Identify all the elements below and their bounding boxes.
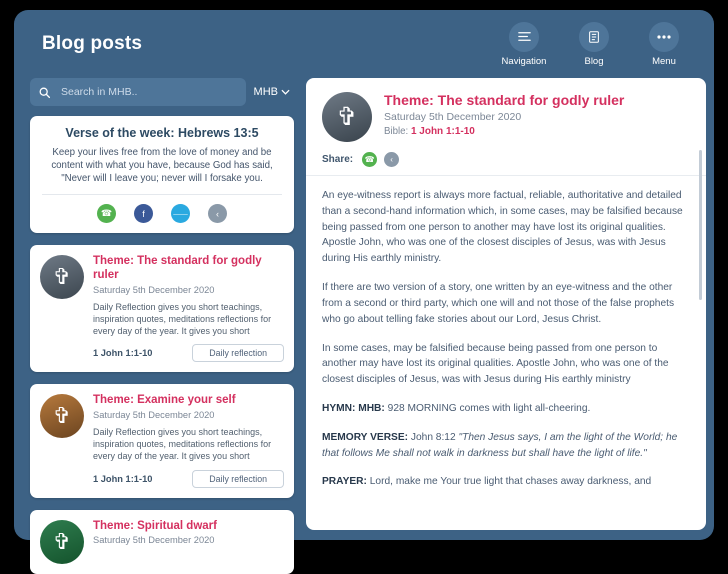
search-filter-dropdown[interactable] bbox=[254, 86, 294, 98]
post-snippet: Daily Reflection gives you short teachings, inspiration quotes, meditations reflections for every day of the year. It gives you short bbox=[93, 427, 272, 462]
sidebar-column bbox=[22, 78, 298, 554]
daily-reflection-button[interactable]: Daily reflection bbox=[192, 344, 284, 362]
twitter-icon[interactable]: ⸺ bbox=[171, 204, 190, 223]
article-scrollbar[interactable] bbox=[699, 150, 702, 300]
list-item[interactable] bbox=[30, 510, 294, 574]
article-hymn bbox=[322, 401, 690, 417]
share-icon[interactable]: ‹ bbox=[384, 152, 399, 167]
post-date: Saturday 5th December 2020 bbox=[93, 535, 215, 546]
share-label: Share: bbox=[322, 154, 354, 165]
memory-verse-label: MEMORY VERSE: bbox=[322, 431, 409, 443]
facebook-icon[interactable]: f bbox=[134, 204, 153, 223]
prayer-label: PRAYER: bbox=[322, 476, 367, 488]
header-action-label-menu: Menu bbox=[652, 55, 676, 67]
verse-share-row bbox=[42, 194, 282, 223]
article-share-row bbox=[306, 152, 706, 176]
verse-of-week-card bbox=[30, 116, 294, 233]
prayer-text: Lord, make me Your true light that chases away darkness, and bbox=[369, 476, 652, 488]
cross-icon: ✞ bbox=[40, 394, 84, 438]
article-bible-reference bbox=[384, 126, 624, 137]
post-title: Theme: The standard for godly ruler bbox=[93, 255, 262, 282]
app-header bbox=[14, 10, 714, 78]
app-window bbox=[14, 10, 714, 554]
header-action-blog[interactable] bbox=[566, 22, 622, 67]
article-paragraph: An eye-witness report is always more factual, reliable, authoritative and detailed than a second-hand information which, in some cases, may be falsified because being passed from one person to another may have lost its original qualities. Apostle John, who was one of the closest disciples of Jesus, was with Jesus during His earthly ministry. bbox=[322, 190, 683, 265]
article-date: Saturday 5th December 2020 bbox=[384, 111, 522, 123]
verse-title: Verse of the week: Hebrews 13:5 bbox=[65, 126, 259, 140]
post-list[interactable] bbox=[22, 116, 298, 574]
whatsapp-icon[interactable]: ☎ bbox=[362, 152, 377, 167]
search-row bbox=[22, 78, 298, 106]
article-paragraph: If there are two version of a story, one written by an eye-witness and the other from a second or third party, which one will and not those of the false prophets who go about telling fake stories about our Lord, Jesus Christ. bbox=[322, 282, 675, 325]
bible-label: Bible: bbox=[384, 126, 409, 137]
search-icon bbox=[38, 86, 51, 99]
hymn-label: HYMN: MHB: bbox=[322, 402, 385, 414]
article-title: Theme: The standard for godly ruler bbox=[384, 92, 625, 108]
post-date: Saturday 5th December 2020 bbox=[93, 284, 215, 295]
daily-reflection-button[interactable]: Daily reflection bbox=[192, 470, 284, 488]
search-input[interactable] bbox=[59, 85, 238, 99]
cross-icon: ✞ bbox=[40, 255, 84, 299]
header-actions bbox=[496, 22, 692, 67]
share-icon[interactable]: ‹ bbox=[208, 204, 227, 223]
whatsapp-icon[interactable]: ☎ bbox=[97, 204, 116, 223]
article-body bbox=[306, 176, 706, 530]
article-paragraph: In some cases, may be falsified because being passed from one person to another may have lost its original qualities. Apostle John, who was one of the closest disciples of Jesus, was with Jesus during His earthly ministry bbox=[322, 342, 669, 386]
post-reference: 1 John 1:1-10 bbox=[93, 348, 153, 359]
menu-icon[interactable] bbox=[509, 22, 539, 52]
search-filter-label: MHB bbox=[253, 86, 278, 98]
search-box[interactable] bbox=[30, 78, 246, 106]
chevron-down-icon bbox=[281, 86, 290, 98]
dots-icon[interactable] bbox=[649, 22, 679, 52]
main-body bbox=[14, 78, 714, 554]
hymn-text: 928 MORNING comes with light all-cheering. bbox=[387, 402, 591, 414]
article-panel bbox=[306, 78, 706, 530]
header-action-menu[interactable] bbox=[636, 22, 692, 67]
header-action-navigation[interactable] bbox=[496, 22, 552, 67]
bible-ref: 1 John 1:1-10 bbox=[410, 126, 475, 137]
article-prayer bbox=[322, 474, 690, 490]
article-memory-verse bbox=[322, 430, 690, 462]
page-title: Blog posts bbox=[42, 33, 143, 54]
book-icon[interactable] bbox=[579, 22, 609, 52]
article-header bbox=[306, 78, 706, 152]
memory-verse-text: "Then Jesus says, I am the light of the World; he that follows Me shall not walk in darkness but shall have the light of life." bbox=[322, 431, 678, 459]
header-action-label-navigation: Navigation bbox=[501, 55, 547, 67]
cross-icon: ✞ bbox=[40, 520, 84, 564]
post-snippet: Daily Reflection gives you short teachings, inspiration quotes, meditations reflections for every day of the year. It gives you short bbox=[93, 301, 272, 337]
post-title: Theme: Examine your self bbox=[93, 394, 236, 407]
post-reference: 1 John 1:1-10 bbox=[93, 473, 153, 484]
list-item[interactable] bbox=[30, 384, 294, 497]
header-action-label-blog: Blog bbox=[584, 55, 604, 67]
cross-icon: ✞ bbox=[322, 92, 372, 142]
list-item[interactable] bbox=[30, 245, 294, 372]
memory-verse-ref: John 8:12 bbox=[410, 431, 456, 443]
post-title: Theme: Spiritual dwarf bbox=[93, 519, 217, 532]
post-date: Saturday 5th December 2020 bbox=[93, 410, 215, 421]
verse-text: Keep your lives free from the love of money and be content with what you have, because God has said, "Never will I leave you; never will I forsake you. bbox=[51, 147, 273, 185]
